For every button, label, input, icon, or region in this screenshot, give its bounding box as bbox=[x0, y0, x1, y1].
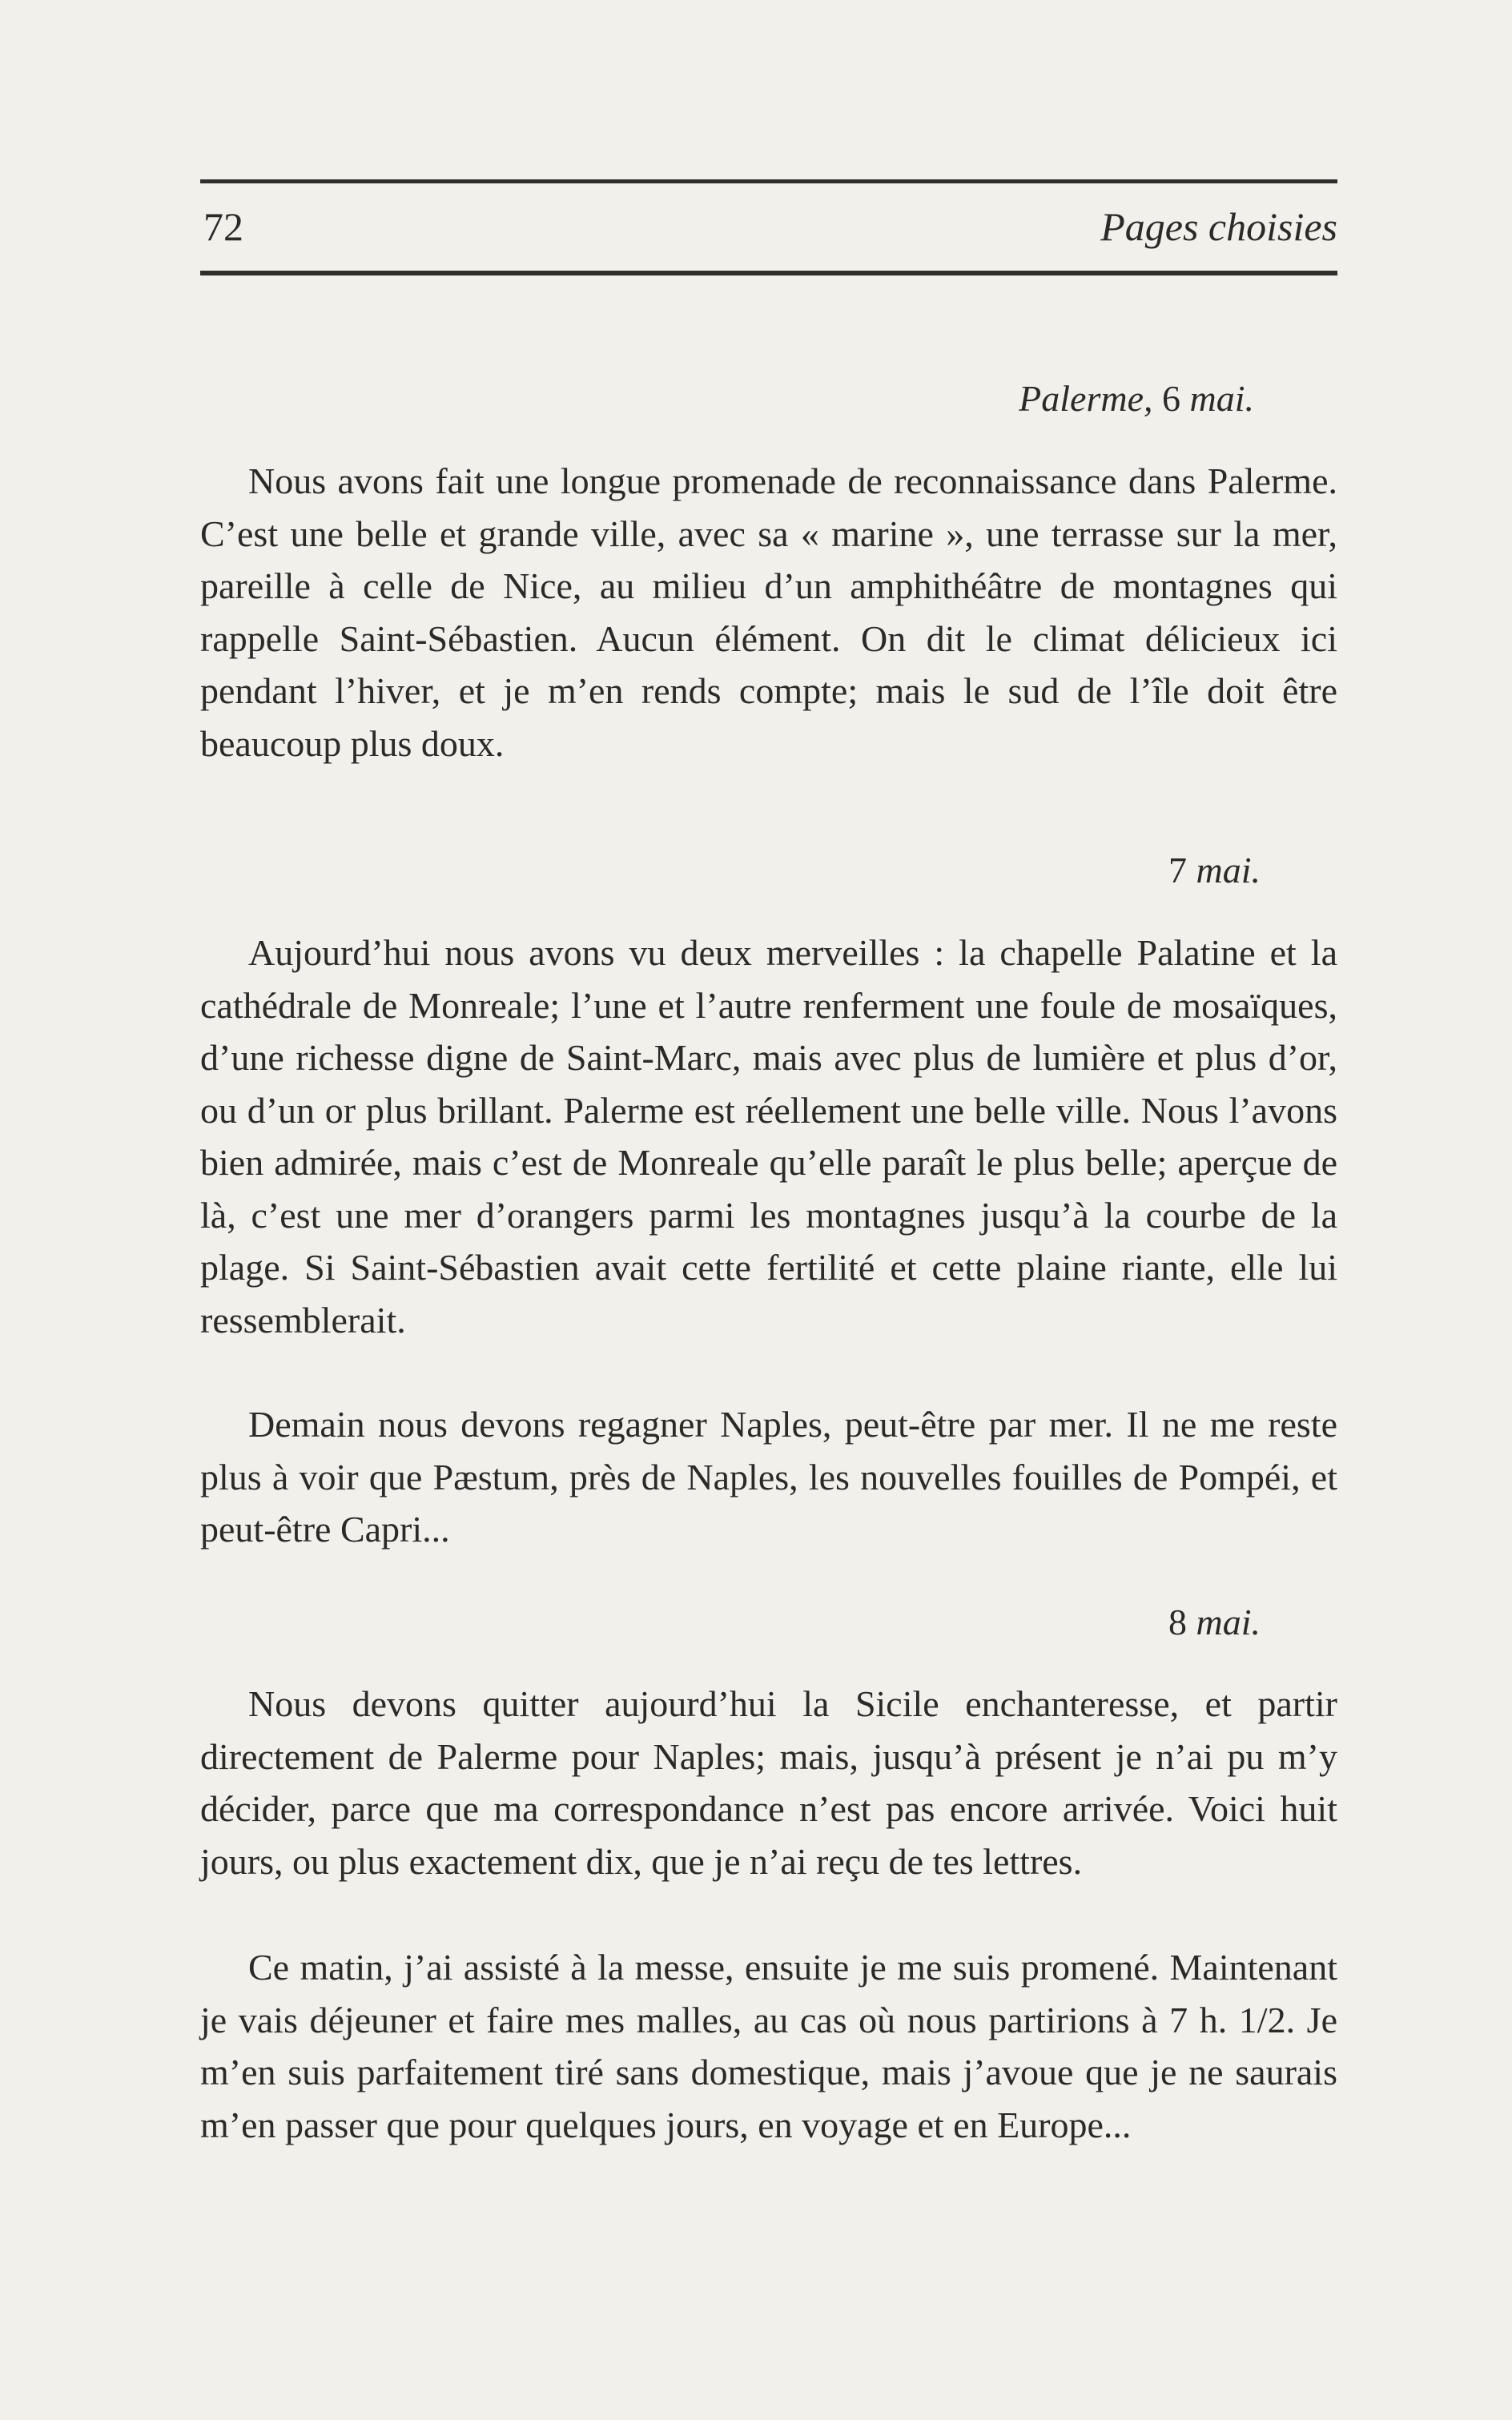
entry-date-8-mai bbox=[1168, 1598, 1261, 1646]
book-page bbox=[200, 0, 1337, 2420]
entry-date-month: mai. bbox=[1196, 1602, 1261, 1642]
page-number: 72 bbox=[203, 204, 243, 249]
running-head bbox=[200, 199, 1337, 255]
entry-date-place: Palerme, bbox=[1019, 378, 1153, 419]
entry-date-day: 6 bbox=[1162, 378, 1180, 419]
header-rule-top bbox=[200, 179, 1337, 183]
paragraph-8-mai-1: Nous devons quitter aujourd’hui la Sicile enchanteresse, et partir directement de Palerme pour Naples; mais, jusqu’à présent je n’ai pu m’y décider, parce que ma correspondance n’est pas encore arrivée. Voici huit jours, ou plus exactement dix, que je n’ai reçu de tes lettres. bbox=[200, 1683, 1337, 1882]
entry-date-day: 7 bbox=[1168, 850, 1187, 890]
entry-date-7-mai bbox=[1168, 846, 1261, 894]
header-rule-bottom bbox=[200, 271, 1337, 275]
paragraph-8-mai-2: Ce matin, j’ai assisté à la messe, ensuite je me suis promené. Maintenant je vais déjeuner et faire mes malles, au cas où nous partirions à 7 h. 1/2. Je m’en suis parfaitement tiré sans domestique, mais j’avoue que je ne saurais m’en passer que pour quelques jours, en voyage et en Europe... bbox=[200, 1947, 1337, 2145]
entry-date-month: mai. bbox=[1189, 378, 1254, 419]
paragraph-7-mai-1: Aujourd’hui nous avons vu deux merveilles : la chapelle Palatine et la cathédrale de Monreale; l’une et l’autre renferment une foule de mosaïques, d’une richesse digne de Saint-Marc, mais avec plus de lumière et plus d’or, ou d’un or plus brillant. Palerme est réellement une belle ville. Nous l’avons bien admirée, mais c’est de Monreale qu’elle paraît le plus belle; aperçue de là, c’est une mer d’orangers parmi les montagnes jusqu’à la courbe de la plage. Si Saint-Sébastien avait cette fertilité et cette plaine riante, elle lui ressemblerait. bbox=[200, 932, 1337, 1341]
paragraph-7-mai-2: Demain nous devons regagner Naples, peut-être par mer. Il ne me reste plus à voir que Pæstum, près de Naples, les nouvelles fouilles de Pompéi, et peut-être Capri... bbox=[200, 1404, 1337, 1550]
entry-date-month: mai. bbox=[1196, 850, 1261, 890]
book-title: Pages choisies bbox=[1100, 204, 1337, 249]
entry-date-6-mai bbox=[1019, 375, 1254, 423]
paragraph-6-mai: Nous avons fait une longue promenade de reconnaissance dans Palerme. C’est une belle et grande ville, avec sa « marine », une terrasse sur la mer, pareille à celle de Nice, au milieu d’un amphithéâtre de montagnes qui rappelle Saint-Sébastien. Aucun élément. On dit le climat délicieux ici pendant l’hiver, et je m’en rends compte; mais le sud de l’île doit être beaucoup plus doux. bbox=[200, 460, 1337, 764]
entry-date-day: 8 bbox=[1168, 1602, 1187, 1642]
